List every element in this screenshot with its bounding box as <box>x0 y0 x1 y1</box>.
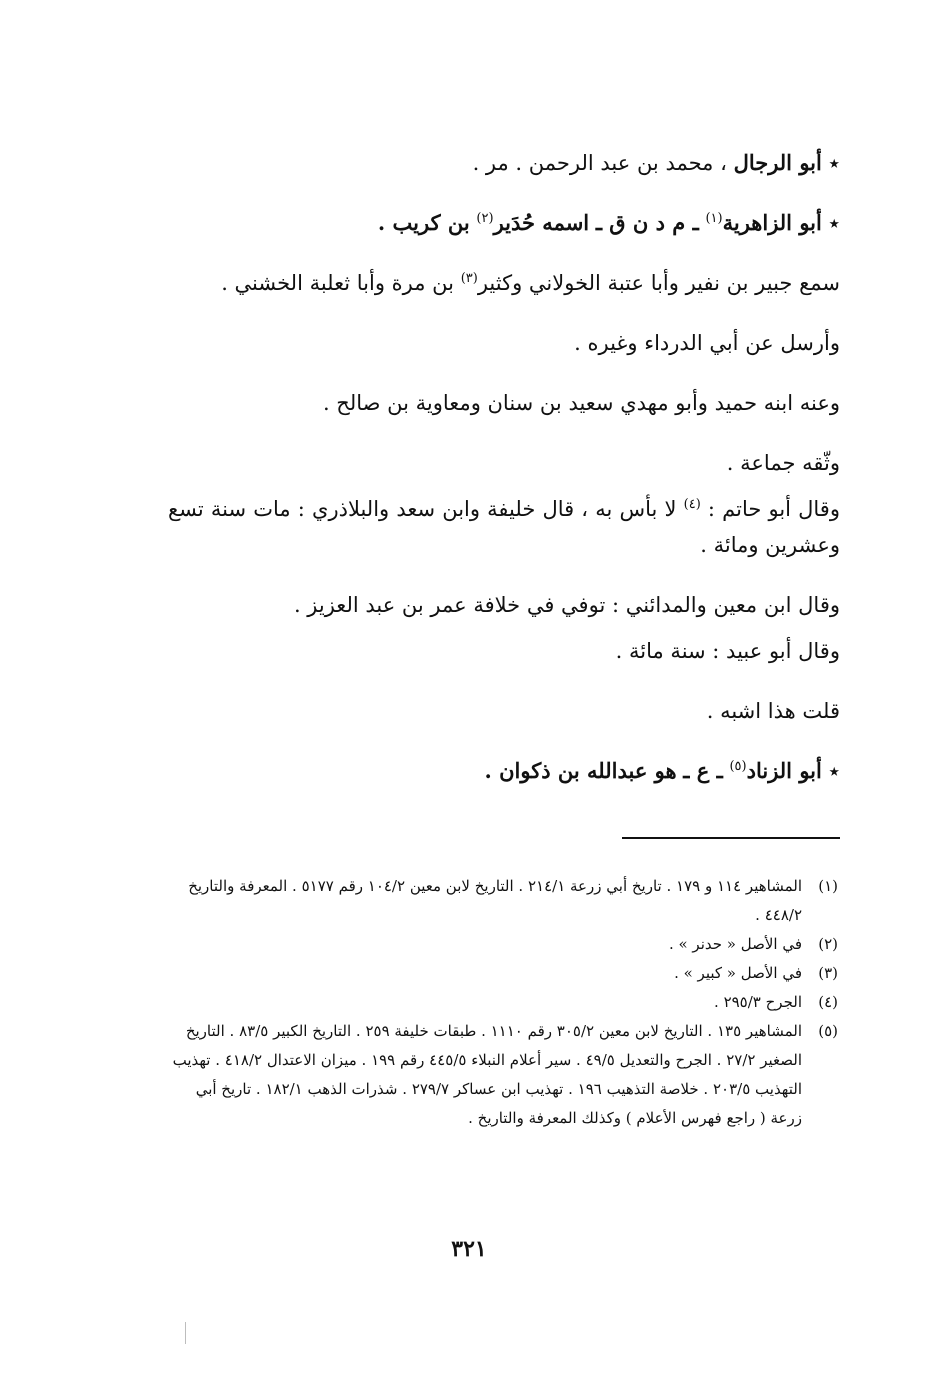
footnote-text: في الأصل « كبير » . <box>674 964 802 982</box>
footnotes <box>168 872 838 1133</box>
paragraph-text: لا بأس به ، قال خليفة وابن سعد والبلاذري : مات سنة تسع وعشرين ومائة . <box>168 497 840 557</box>
paragraph <box>168 491 840 563</box>
entry-text: اسمه حُدَير <box>493 210 590 235</box>
footnote-ref: (٢) <box>476 211 494 226</box>
entry-abu-al-rijal <box>168 145 840 181</box>
entry-name: أبو الرجال <box>733 150 822 175</box>
paragraph: وثّقه جماعة . <box>726 451 840 475</box>
paragraph: وأرسل عن أبي الدرداء وغيره . <box>574 331 840 355</box>
paragraph: قلت هذا اشبه . <box>706 699 840 723</box>
entry-star: ٭ <box>828 151 840 175</box>
scan-mark <box>185 1322 186 1344</box>
entry-codes: ـ ع ـ <box>683 758 723 783</box>
footnote-ref: (٤) <box>683 497 701 512</box>
paragraph-text: سمع جبير بن نفير وأبا عتبة الخولاني وكثير <box>477 271 840 295</box>
footnote-text: في الأصل « حدنر » . <box>668 935 802 953</box>
footnote-number: (٤) <box>818 993 838 1011</box>
paragraph: وعنه ابنه حميد وأبو مهدي سعيد بن سنان ومعاوية بن صالح . <box>322 391 840 415</box>
entry-star: ٭ <box>828 759 840 783</box>
entry-text: هو عبدالله بن ذكوان . <box>484 758 677 783</box>
entry-name: أبو الزناد <box>746 758 822 783</box>
footnote-ref: (٥) <box>729 759 747 774</box>
entry-text: بن كريب . <box>377 210 470 235</box>
footnote-text: المشاهير ١٣٥ . التاريخ لابن معين ٣٠٥/٢ رقم ١١١٠ . طبقات خليفة ٢٥٩ . التاريخ الكبير ٨٣/٥ . التاريخ الصغير ٢٧/٢ . الجرح والتعديل ٤٩/٥ . سير أعلام النبلاء ٤٤٥/٥ رقم ١٩٩ . ميزان الاعتدال ٤١٨/٢ . تهذيب التهذيب ٢٠٣/٥ . خلاصة التذهيب ١٩٦ . تهذيب ابن عساكر ٢٧٩/٧ . شذرات الذهب ١٨٢/١ . تاريخ أبي زرعة ( راجع فهرس الأعلام ) وكذلك المعرفة والتاريخ . <box>172 1022 802 1127</box>
footnote-number: (٢) <box>818 935 838 953</box>
entry-name: أبو الزاهرية <box>722 210 822 235</box>
footnote-text: الجرح ٢٩٥/٣ . <box>714 993 802 1011</box>
main-text <box>168 145 840 813</box>
footnote-ref: (١) <box>705 211 723 226</box>
footnote-number: (٥) <box>818 1022 838 1040</box>
footnote <box>168 988 838 1017</box>
entry-abu-al-zahiriya <box>168 205 840 241</box>
footnote <box>168 959 838 988</box>
footnote-text: المشاهير ١١٤ و ١٧٩ . تاريخ أبي زرعة ٢١٤/١ . التاريخ لابن معين ١٠٤/٢ رقم ٥١٧٧ . المعرفة والتاريخ ٤٤٨/٢ . <box>188 877 802 924</box>
paragraph: وقال أبو عبيد : سنة مائة . <box>615 639 840 663</box>
entry-star: ٭ <box>828 211 840 235</box>
footnote-divider <box>622 837 840 839</box>
paragraph: وقال ابن معين والمدائني : توفي في خلافة عمر بن عبد العزيز . <box>293 593 840 617</box>
footnote-number: (١) <box>818 877 838 895</box>
footnote <box>168 930 838 959</box>
entry-abu-al-zinad <box>168 753 840 789</box>
paragraph-text: وقال أبو حاتم : <box>707 497 840 521</box>
footnote-number: (٣) <box>818 964 838 982</box>
paragraph-text: بن مرة وأبا ثعلبة الخشني . <box>221 271 455 295</box>
entry-codes: ـ م د ن ق ـ <box>595 210 699 235</box>
page-number: ٣٢١ <box>451 1236 487 1262</box>
footnote <box>168 872 838 930</box>
entry-text: ، محمد بن عبد الرحمن . مر . <box>472 151 727 175</box>
footnote <box>168 1017 838 1133</box>
paragraph <box>168 265 840 301</box>
footnote-ref: (٣) <box>460 271 478 286</box>
